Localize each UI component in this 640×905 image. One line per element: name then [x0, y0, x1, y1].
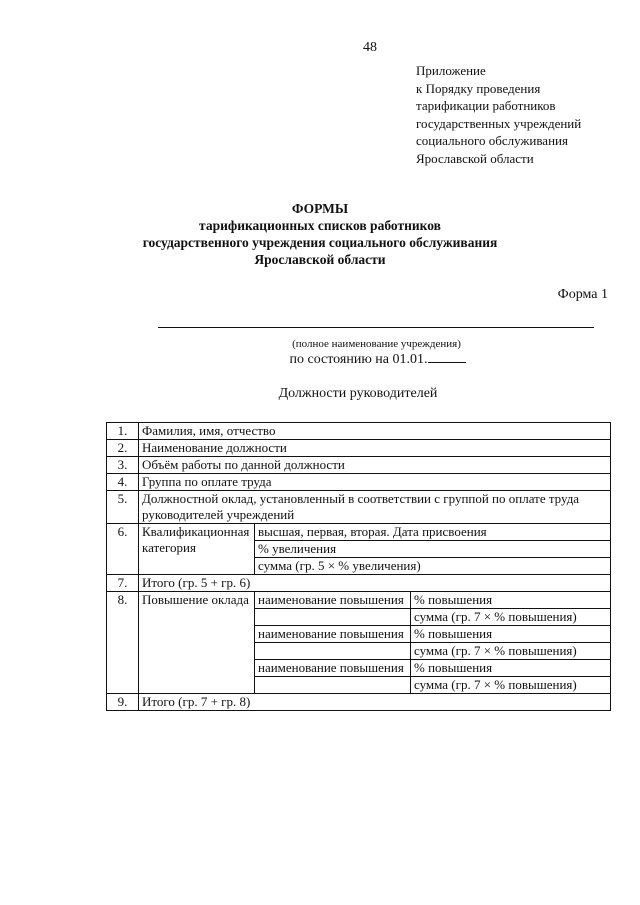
appendix-line: тарификации работников [416, 98, 556, 113]
tariff-table [106, 422, 611, 711]
qualification-label: Квалификационная категория [139, 524, 255, 575]
qualification-percent-cell: % увеличения [255, 541, 611, 558]
table-row [107, 440, 611, 457]
row-number: 2. [107, 440, 139, 457]
table-row [107, 694, 611, 711]
table-row [107, 575, 611, 592]
empty-cell [255, 609, 411, 626]
increase-name-cell: наименование повышения [255, 660, 411, 677]
appendix-block [416, 62, 581, 167]
as-of-blank [428, 361, 466, 363]
row-number: 8. [107, 592, 139, 694]
row-number: 9. [107, 694, 139, 711]
qualification-category-cell: высшая, первая, вторая. Дата присвоения [255, 524, 611, 541]
increase-label: Повышение оклада [139, 592, 255, 694]
row-number: 6. [107, 524, 139, 575]
row-number: 4. [107, 474, 139, 491]
section-subtitle: Должности руководителей [278, 386, 438, 401]
increase-percent-cell: % повышения [411, 592, 611, 609]
table-row [107, 423, 611, 440]
title-line: ФОРМЫ [291, 201, 349, 216]
increase-percent-cell: % повышения [411, 626, 611, 643]
qualification-sum-cell: сумма (гр. 5 × % увеличения) [255, 558, 611, 575]
row-text: Наименование должности [139, 440, 611, 457]
row-number: 7. [107, 575, 139, 592]
title-line: государственного учреждения социального обслуживания [142, 235, 498, 250]
appendix-line: Ярославской области [416, 150, 534, 166]
form-label: Форма 1 [557, 287, 608, 302]
institution-name-line [158, 327, 594, 328]
row-text: Объём работы по данной должности [139, 457, 611, 474]
document-title [0, 200, 640, 268]
empty-cell [255, 643, 411, 660]
row-number: 5. [107, 491, 139, 524]
as-of-line [0, 352, 640, 368]
increase-name-cell: наименование повышения [255, 592, 411, 609]
as-of-text: по состоянию на 01.01. [289, 352, 428, 367]
page-number: 48 [363, 40, 377, 55]
table-row [107, 524, 611, 541]
row-number: 3. [107, 457, 139, 474]
title-line: Ярославской области [254, 252, 386, 267]
increase-sum-cell: сумма (гр. 7 × % повышения) [411, 643, 611, 660]
increase-sum-cell: сумма (гр. 7 × % повышения) [411, 677, 611, 694]
table-row [107, 474, 611, 491]
table-row [107, 457, 611, 474]
row-text: Должностной оклад, установленный в соответствии с группой по оплате труда руководителей учреждений [139, 491, 611, 524]
increase-percent-cell: % повышения [411, 660, 611, 677]
empty-cell [255, 677, 411, 694]
row-text: Фамилия, имя, отчество [139, 423, 611, 440]
row-number: 1. [107, 423, 139, 440]
appendix-line: социального обслуживания [416, 133, 568, 148]
table-row [107, 592, 611, 609]
row-text: Итого (гр. 5 + гр. 6) [139, 575, 611, 592]
table-row [107, 491, 611, 524]
increase-sum-cell: сумма (гр. 7 × % повышения) [411, 609, 611, 626]
title-line: тарификационных списков работников [199, 218, 441, 233]
row-text: Итого (гр. 7 + гр. 8) [139, 694, 611, 711]
appendix-line: к Порядку проведения [416, 80, 541, 96]
row-text: Группа по оплате труда [139, 474, 611, 491]
appendix-line: государственных учреждений [416, 115, 582, 131]
increase-name-cell: наименование повышения [255, 626, 411, 643]
appendix-line: Приложение [416, 63, 486, 78]
institution-caption: (полное наименование учреждения) [292, 338, 461, 350]
